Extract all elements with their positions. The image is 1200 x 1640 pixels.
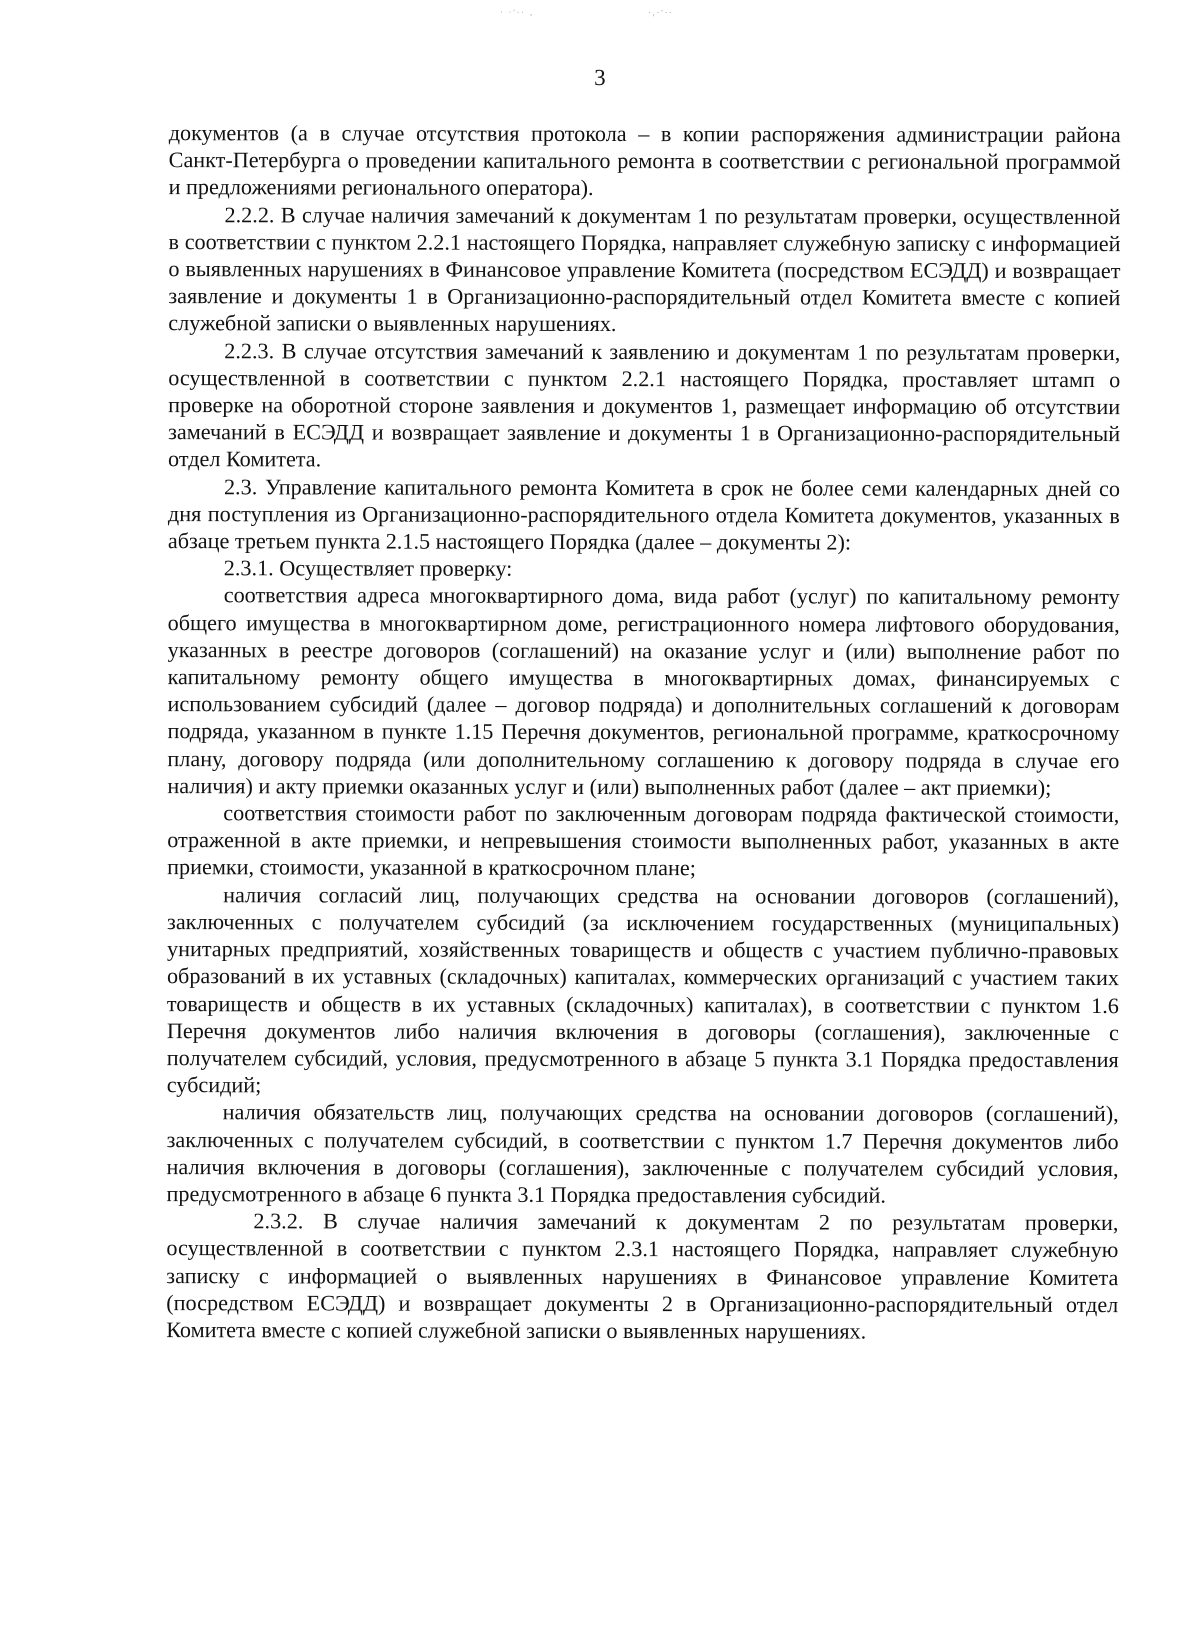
paragraph-2-3-1: 2.3.1. Осуществляет проверку: [223, 555, 513, 582]
paragraph-continuation: документов (а в случае отсутствия протокола – в копии распоряжения администрации района Санкт-Петербурга о проведении капитального ремонта в соответствии с региональной программой и предложениями регионального оператора). [168, 120, 1121, 201]
paragraph-2-2-2: 2.2.2. В случае наличия замечаний к документам 1 по результатам проверки, осуществленной в соответствии с пунктом 2.2.1 настоящего Порядка, направляет служебную записку с информацией о выявленных нарушениях в Финансовое управление Комитета (посредством ЕСЭДД) и возвращает заявление и документы 1 в Организационно-распорядительный отдел Комитета вместе с копией служебной записки о выявленных нарушениях. [168, 201, 1121, 337]
scan-artifact-left: · ·'·· , [499, 7, 535, 17]
scan-artifact-right: ·,·'·· [647, 8, 675, 18]
paragraph-check-obligations: наличия обязательств лиц, получающих средства на основании договоров (соглашений), заключенных с получателем субсидий, в соответствии с пунктом 1.7 Перечня документов либо наличия включения в договоры (соглашения), заключенные с получателем субсидий условия, предусмотренного в абзаце 6 пункта 3.1 Порядка предоставления субсидий. [166, 1099, 1119, 1208]
paragraph-check-consents: наличия согласий лиц, получающих средства на основании договоров (соглашений), заключенных с получателем субсидий (за исключением государственных (муниципальных) унитарных предприятий, хозяйственных товариществ и обществ с участием публично-правовых образований в их уставных (складочных) капиталах, коммерческих организаций с участием таких товариществ и обществ в их уставных (складочных) капиталах), в соответствии с пунктом 1.6 Перечня документов либо наличия включения в договоры (соглашения), заключенные с получателем субсидий, условия, предусмотренного в абзаце 5 пункта 3.1 Порядка предоставления субсидий; [166, 881, 1120, 1098]
paragraph-check-cost: соответствия стоимости работ по заключенным договорам подряда фактической стоимости, отраженной в акте приемки, и непревышения стоимости выполненных работ, указанных в акте приемки, стоимости, указанной в краткосрочном плане; [167, 800, 1120, 881]
paragraph-2-3-2: 2.3.2. В случае наличия замечаний к документам 2 по результатам проверки, осуществленной в соответствии с пунктом 2.3.1 настоящего Порядка, направляет служебную записку с информацией о выявленных нарушениях в Финансовое управление Комитета (посредством ЕСЭДД) и возвращает документы 2 в Организационно-распорядительный отдел Комитета вместе с копией служебной записки о выявленных нарушениях. [166, 1208, 1119, 1344]
paragraph-2-2-3: 2.2.3. В случае отсутствия замечаний к заявлению и документам 1 по результатам проверки, осуществленной в соответствии с пунктом 2.2.1 настоящего Порядка, проставляет штамп о проверке на оборотной стороне заявления и документов 1, размещает информацию об отсутствии замечаний в ЕСЭДД и возвращает заявление и документы 1 в Организационно-распорядительный отдел Комитета. [168, 337, 1121, 472]
paragraph-2-3: 2.3. Управление капитального ремонта Комитета в срок не более семи календарных дней со дня поступления из Организационно-распорядительного отдела Комитета документов, указанных в абзаце третьем пункта 2.1.5 настоящего Порядка (далее – документы 2): [167, 473, 1121, 555]
document-body [166, 119, 1121, 1345]
page-number: 3 [594, 64, 606, 91]
paragraph-check-address: соответствия адреса многоквартирного дома, вида работ (услуг) по капитальному ремонту общего имущества в многоквартирном доме, регистрационного номера лифтового оборудования, указанных в реестре договоров (соглашений) на оказание услуг и (или) выполнение работ по капитальному ремонту общего имущества в многоквартирных домах, финансируемых с использованием субсидий (далее – договор подряда) и дополнительных соглашений к договорам подряда, указанном в пункте 1.15 Перечня документов, региональной программе, краткосрочному плану, договору подряда (или дополнительному соглашению к договору подряда в случае его наличия) и акту приемки оказанных услуг и (или) выполненных работ (далее – акт приемки); [167, 582, 1120, 800]
